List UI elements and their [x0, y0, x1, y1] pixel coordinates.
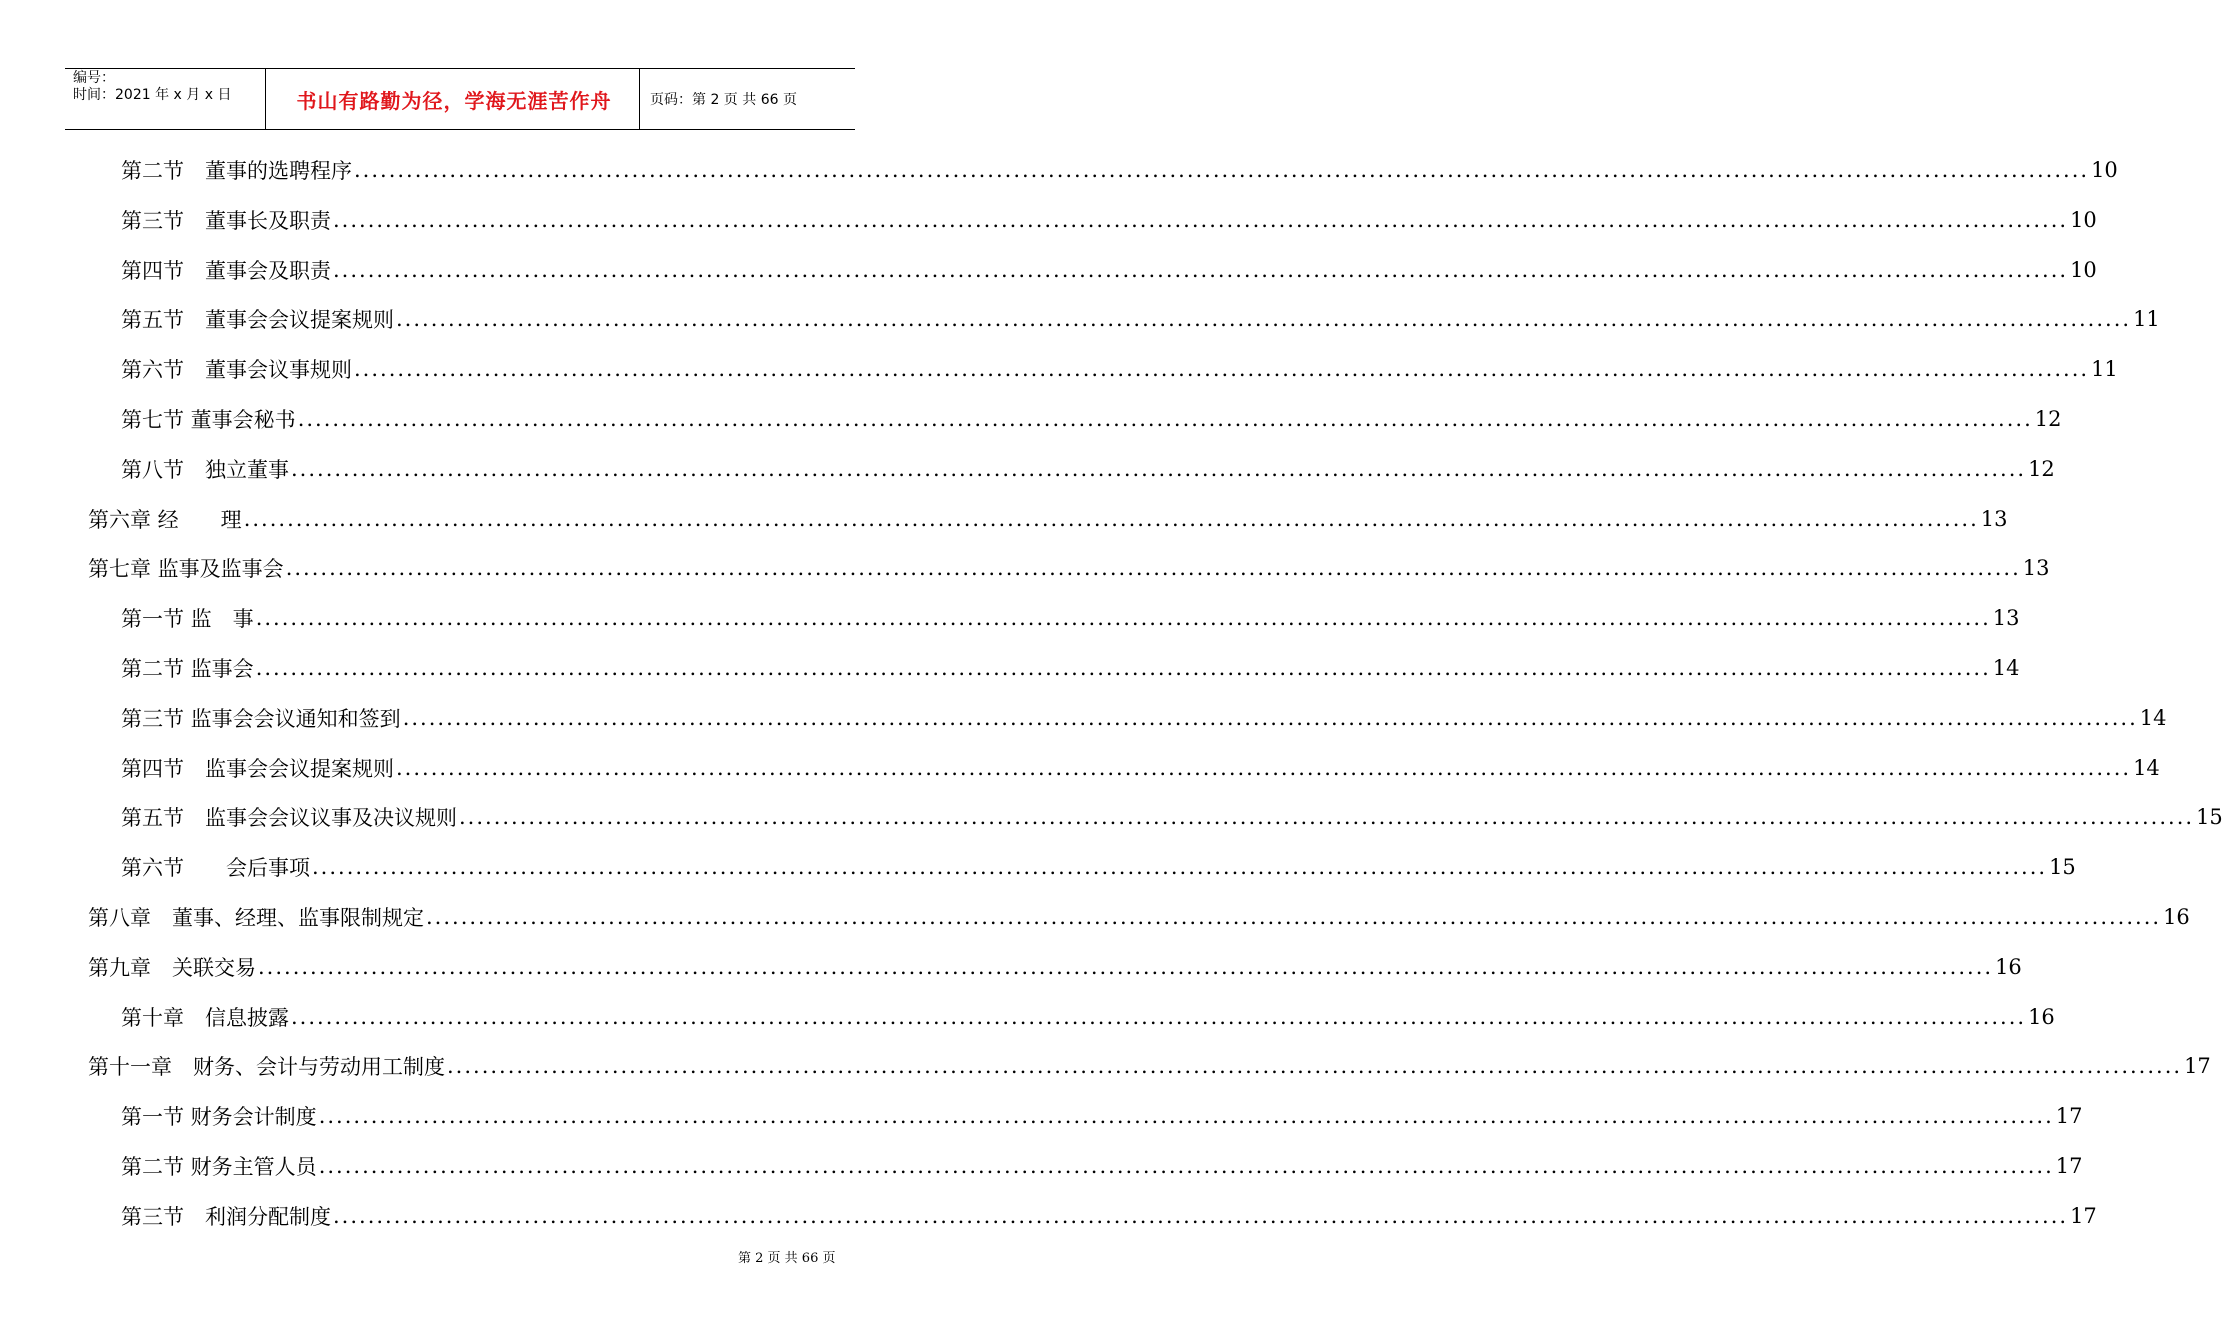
header-divider [639, 69, 640, 129]
toc-entry-page: 16 [1995, 954, 2022, 979]
toc-entry-page: 10 [2070, 207, 2097, 232]
toc-leader-dots: ........................................................................................................................................................................................................ [354, 357, 2090, 382]
toc-entry-page: 16 [2028, 1004, 2055, 1029]
toc-entry-title: 第二节 监事会 [121, 657, 254, 681]
toc-entry[interactable] [121, 354, 2118, 384]
toc-entry-title: 第三节 监事会会议通知和签到 [121, 706, 401, 731]
toc-entry[interactable] [121, 1151, 2083, 1181]
header-motto: 书山有路勤为径，学海无涯苦作舟 [296, 88, 612, 113]
toc-entry-page: 15 [2196, 805, 2223, 830]
toc-entry-title: 第一节 财务会计制度 [121, 1105, 317, 1130]
toc-entry-page: 13 [2022, 556, 2050, 581]
toc-entry-title: 第九章 关联交易 [88, 955, 256, 980]
toc-leader-dots: ........................................................................................................................................................................................................ [255, 606, 1991, 631]
toc-entry-page: 17 [2055, 1154, 2083, 1178]
toc-leader-dots: ........................................................................................................................................................................................................ [285, 556, 2021, 581]
toc-entry[interactable] [121, 404, 2062, 434]
toc-entry[interactable] [121, 205, 2097, 235]
toc-entry[interactable] [121, 1002, 2055, 1032]
toc-leader-dots: ........................................................................................................................................................................................................ [258, 954, 1994, 979]
toc-leader-dots: ........................................................................................................................................................................................................ [318, 1154, 2054, 1178]
header-meta [73, 69, 269, 129]
toc-entry[interactable] [121, 1101, 2083, 1131]
toc-entry-page: 15 [2049, 855, 2076, 880]
toc-entry-page: 12 [2028, 456, 2055, 481]
toc-entry-page: 13 [1992, 606, 2020, 631]
toc-entry-page: 17 [2184, 1054, 2211, 1079]
toc-entry-title: 第六节 会后事项 [121, 856, 310, 881]
toc-entry-page: 16 [2163, 905, 2190, 929]
toc-entry-title: 第八节 独立董事 [121, 457, 289, 482]
toc-entry-page: 17 [2070, 1203, 2097, 1228]
number-label: 编号： [73, 70, 115, 86]
toc-entry[interactable] [121, 703, 2167, 733]
toc-entry-page: 12 [2034, 407, 2062, 431]
toc-entry-title: 第二节 财务主管人员 [121, 1155, 317, 1179]
toc-entry-page: 11 [2133, 307, 2160, 332]
toc-leader-dots: ........................................................................................................................................................................................................ [333, 1203, 2069, 1228]
toc-leader-dots: ........................................................................................................................................................................................................ [396, 307, 2132, 332]
toc-leader-dots: ........................................................................................................................................................................................................ [291, 456, 2027, 481]
page-footer: 第 2 页 共 66 页 [738, 1251, 836, 1266]
header-page-info: 页码：第 2 页 共 66 页 [650, 92, 797, 108]
toc-entry[interactable] [121, 802, 2223, 832]
toc-entry[interactable] [121, 155, 2118, 185]
toc-leader-dots: ........................................................................................................................................................................................................ [243, 506, 1979, 531]
toc-entry-title: 第十一章 财务、会计与劳动用工制度 [88, 1055, 445, 1080]
header-divider [265, 69, 266, 129]
toc-entry-title: 第八章 董事、经理、监事限制规定 [88, 906, 424, 930]
toc-entry-title: 第六章 经 理 [88, 507, 242, 532]
toc-entry-title: 第七节 董事会秘书 [121, 408, 296, 432]
toc-entry[interactable] [121, 852, 2076, 882]
toc-entry[interactable] [88, 504, 2008, 534]
toc-entry-page: 14 [1992, 656, 2020, 680]
toc-entry-page: 10 [2070, 257, 2097, 282]
toc-entry-page: 14 [2139, 705, 2167, 730]
toc-leader-dots: ........................................................................................................................................................................................................ [291, 1004, 2027, 1029]
toc-entry-title: 第五节 监事会会议议事及决议规则 [121, 806, 457, 831]
toc-entry[interactable] [88, 902, 2190, 932]
toc-entry-title: 第二节 董事的选聘程序 [121, 159, 352, 183]
toc-entry-title: 第五节 董事会会议提案规则 [121, 308, 394, 333]
toc-leader-dots: ........................................................................................................................................................................................................ [396, 755, 2132, 780]
toc-entry-title: 第十章 信息披露 [121, 1005, 289, 1030]
toc-entry-title: 第四节 监事会会议提案规则 [121, 756, 394, 781]
toc-entry[interactable] [121, 1201, 2097, 1231]
toc-leader-dots: ........................................................................................................................................................................................................ [255, 656, 1991, 680]
toc-entry[interactable] [121, 255, 2097, 285]
toc-entry-title: 第三节 董事长及职责 [121, 208, 331, 233]
toc-entry-page: 11 [2091, 357, 2118, 382]
toc-leader-dots: ........................................................................................................................................................................................................ [459, 805, 2195, 830]
toc-leader-dots: ........................................................................................................................................................................................................ [297, 407, 2033, 431]
toc-entry-page: 17 [2055, 1104, 2083, 1129]
toc-leader-dots: ........................................................................................................................................................................................................ [426, 905, 2162, 929]
toc-entry[interactable] [121, 603, 2020, 633]
toc-entry[interactable] [121, 454, 2055, 484]
toc-entry-page: 10 [2091, 158, 2118, 182]
toc-entry[interactable] [121, 753, 2160, 783]
toc-leader-dots: ........................................................................................................................................................................................................ [333, 257, 2069, 282]
toc-entry[interactable] [121, 304, 2160, 334]
toc-leader-dots: ........................................................................................................................................................................................................ [333, 207, 2069, 232]
toc-leader-dots: ........................................................................................................................................................................................................ [354, 158, 2090, 182]
toc-entry-page: 14 [2133, 755, 2160, 780]
toc-entry[interactable] [88, 1051, 2211, 1081]
toc-entry-page: 13 [1980, 506, 2008, 531]
toc-leader-dots: ........................................................................................................................................................................................................ [312, 855, 2048, 880]
time-label: 时间：2021 年 x 月 x 日 [73, 87, 232, 103]
toc-entry[interactable] [121, 653, 2020, 683]
toc-entry-title: 第三节 利润分配制度 [121, 1204, 331, 1229]
toc-entry[interactable] [88, 553, 2050, 583]
toc-leader-dots: ........................................................................................................................................................................................................ [318, 1104, 2054, 1129]
toc-entry-title: 第六节 董事会议事规则 [121, 358, 352, 383]
toc-entry-title: 第七章 监事及监事会 [88, 557, 284, 582]
toc-entry-title: 第一节 监 事 [121, 607, 254, 632]
toc-entry-title: 第四节 董事会及职责 [121, 258, 331, 283]
page-header [65, 68, 855, 130]
toc-leader-dots: ........................................................................................................................................................................................................ [402, 705, 2138, 730]
toc-leader-dots: ........................................................................................................................................................................................................ [447, 1054, 2183, 1079]
toc-entry[interactable] [88, 952, 2022, 982]
